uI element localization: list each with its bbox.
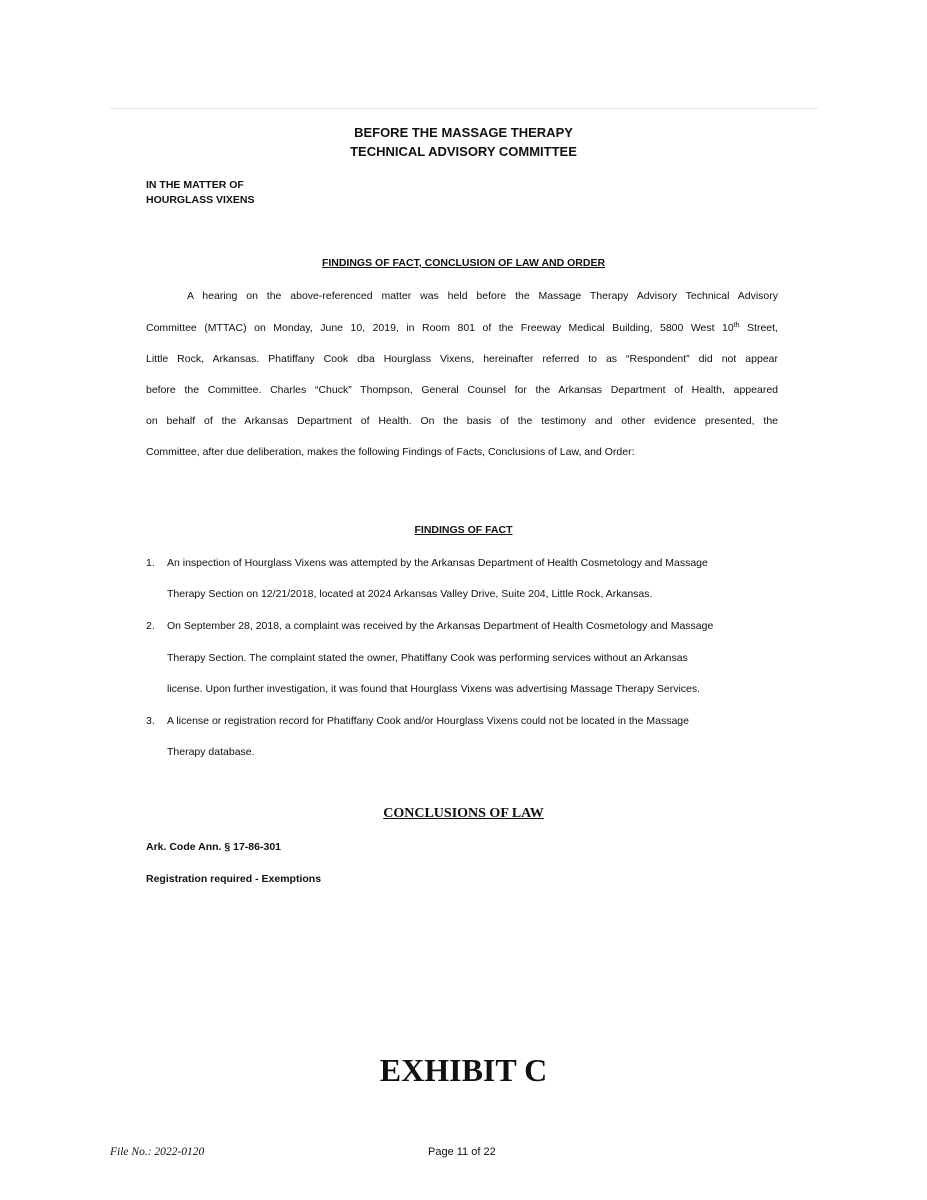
intro-line: before the Committee. Charles “Chuck” Thompson, General Counsel for the Arkansas Department of Health, appeared [146, 384, 778, 396]
intro-line: on behalf of the Arkansas Department of Health. On the basis of the testimony and other evidence presented, the [146, 415, 778, 427]
intro-line: A hearing on the above-referenced matter was held before the Massage Therapy Advisory Technical Advisory [187, 290, 778, 302]
findings-order-heading: FINDINGS OF FACT, CONCLUSION OF LAW AND ORDER [321, 257, 606, 269]
footer-page-number: Page 11 of 22 [428, 1146, 496, 1158]
intro-line-text: Street, [739, 322, 778, 334]
footer-file-number: File No.: 2022-0120 [110, 1146, 205, 1158]
intro-line: Committee, after due deliberation, makes the following Findings of Facts, Conclusions of Law, and Order: [146, 446, 635, 458]
statute-title: Registration required - Exemptions [146, 873, 322, 885]
list-number: 1. [146, 557, 155, 569]
exhibit-label: EXHIBIT C [379, 1052, 548, 1088]
caption-line-1: BEFORE THE MASSAGE THERAPY [354, 125, 573, 140]
intro-line-text: Committee (MTTAC) on Monday, June 10, 2019, in Room 801 of the Freeway Medical Building, 5800 West 10 [146, 322, 734, 334]
ordinal-suffix: th [733, 322, 740, 329]
list-item: license. Upon further investigation, it was found that Hourglass Vixens was advertising Massage Therapy Services. [167, 683, 701, 695]
intro-line [146, 320, 778, 336]
list-item: Therapy Section. The complaint stated the owner, Phatiffany Cook was performing services without an Arkansas [167, 652, 688, 664]
statute-citation: Ark. Code Ann. § 17-86-301 [146, 841, 281, 853]
intro-line: Little Rock, Arkansas. Phatiffany Cook dba Hourglass Vixens, hereinafter referred to as “Respondent” did not appear [146, 353, 778, 365]
list-item: An inspection of Hourglass Vixens was attempted by the Arkansas Department of Health Cosmetology and Massage [167, 557, 708, 569]
list-item: Therapy database. [167, 746, 255, 758]
header-rule [110, 108, 818, 109]
list-item: On September 28, 2018, a complaint was received by the Arkansas Department of Health Cosmetology and Massage [167, 620, 714, 632]
findings-of-fact-heading: FINDINGS OF FACT [414, 524, 513, 536]
list-number: 3. [146, 715, 155, 727]
list-item: Therapy Section on 12/21/2018, located at 2024 Arkansas Valley Drive, Suite 204, Little Rock, Arkansas. [167, 588, 653, 600]
matter-line-2: HOURGLASS VIXENS [146, 194, 255, 206]
conclusions-of-law-heading: CONCLUSIONS OF LAW [383, 806, 544, 821]
matter-line-1: IN THE MATTER OF [146, 179, 244, 191]
list-number: 2. [146, 620, 155, 632]
caption-line-2: TECHNICAL ADVISORY COMMITTEE [350, 144, 577, 159]
list-item: A license or registration record for Phatiffany Cook and/or Hourglass Vixens could not be located in the Massage [167, 715, 689, 727]
